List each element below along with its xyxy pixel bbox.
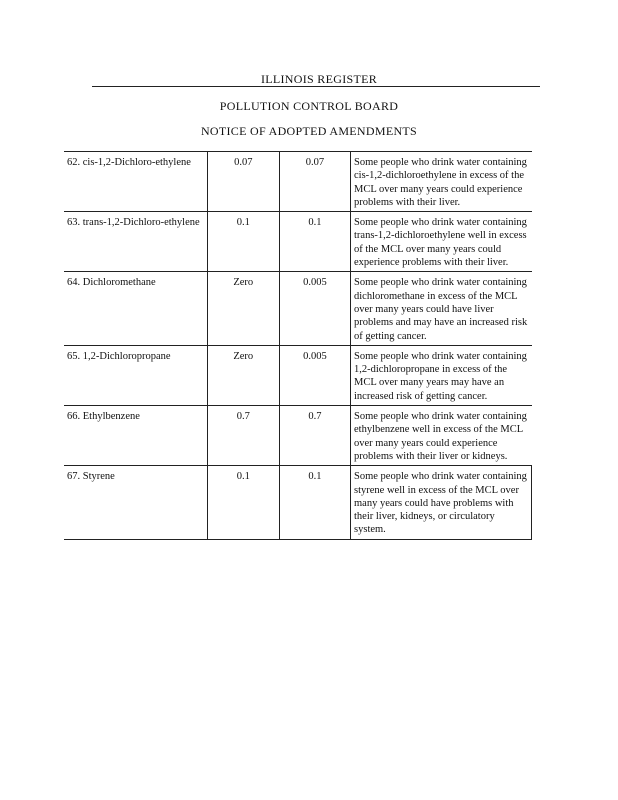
table-row [64,152,532,212]
health-effect: Some people who drink water containing trans-1,2-dichloroethylene well in excess of the MCL over many years could experience problems with their liver. [351,212,532,272]
health-effect: Some people who drink water containing ethylbenzene well in excess of the MCL over many years could experience problems with their liver or kidneys. [351,406,532,466]
contaminant-name: 67. Styrene [64,466,207,539]
mcl-value: 0.005 [279,272,350,345]
contaminant-table [64,151,532,540]
mclg-value: 0.1 [207,466,279,539]
register-title-text: ILLINOIS REGISTER [260,72,378,86]
health-effect: Some people who drink water containing cis-1,2-dichloroethylene in excess of the MCL over many years could experience problems with their liver. [351,152,532,212]
board-title: POLLUTION CONTROL BOARD [219,99,399,113]
contaminant-name: 64. Dichloromethane [64,272,207,345]
mcl-value: 0.7 [279,406,350,466]
table-row [64,345,532,405]
contaminant-name: 62. cis-1,2-Dichloro-ethylene [64,152,207,212]
mclg-value: 0.07 [207,152,279,212]
table-row [64,212,532,272]
table-row [64,406,532,466]
table-row [64,272,532,345]
mcl-value: 0.1 [279,466,350,539]
health-effect: Some people who drink water containing styrene well in excess of the MCL over many years could have problems with their liver, kidneys, or circulatory system. [351,466,532,539]
table-row [64,466,532,539]
contaminant-name: 63. trans-1,2-Dichloro-ethylene [64,212,207,272]
mclg-value: Zero [207,345,279,405]
mcl-value: 0.07 [279,152,350,212]
contaminant-name: 65. 1,2-Dichloropropane [64,345,207,405]
register-title [0,72,618,87]
mclg-value: Zero [207,272,279,345]
health-effect: Some people who drink water containing dichloromethane in excess of the MCL over many years could have liver problems and may have an increased risk of getting cancer. [351,272,532,345]
notice-title: NOTICE OF ADOPTED AMENDMENTS [200,124,418,138]
mclg-value: 0.1 [207,212,279,272]
mclg-value: 0.7 [207,406,279,466]
mcl-value: 0.1 [279,212,350,272]
health-effect: Some people who drink water containing 1,2-dichloropropane in excess of the MCL over many years may have an increased risk of getting cancer. [351,345,532,405]
mcl-value: 0.005 [279,345,350,405]
contaminant-name: 66. Ethylbenzene [64,406,207,466]
